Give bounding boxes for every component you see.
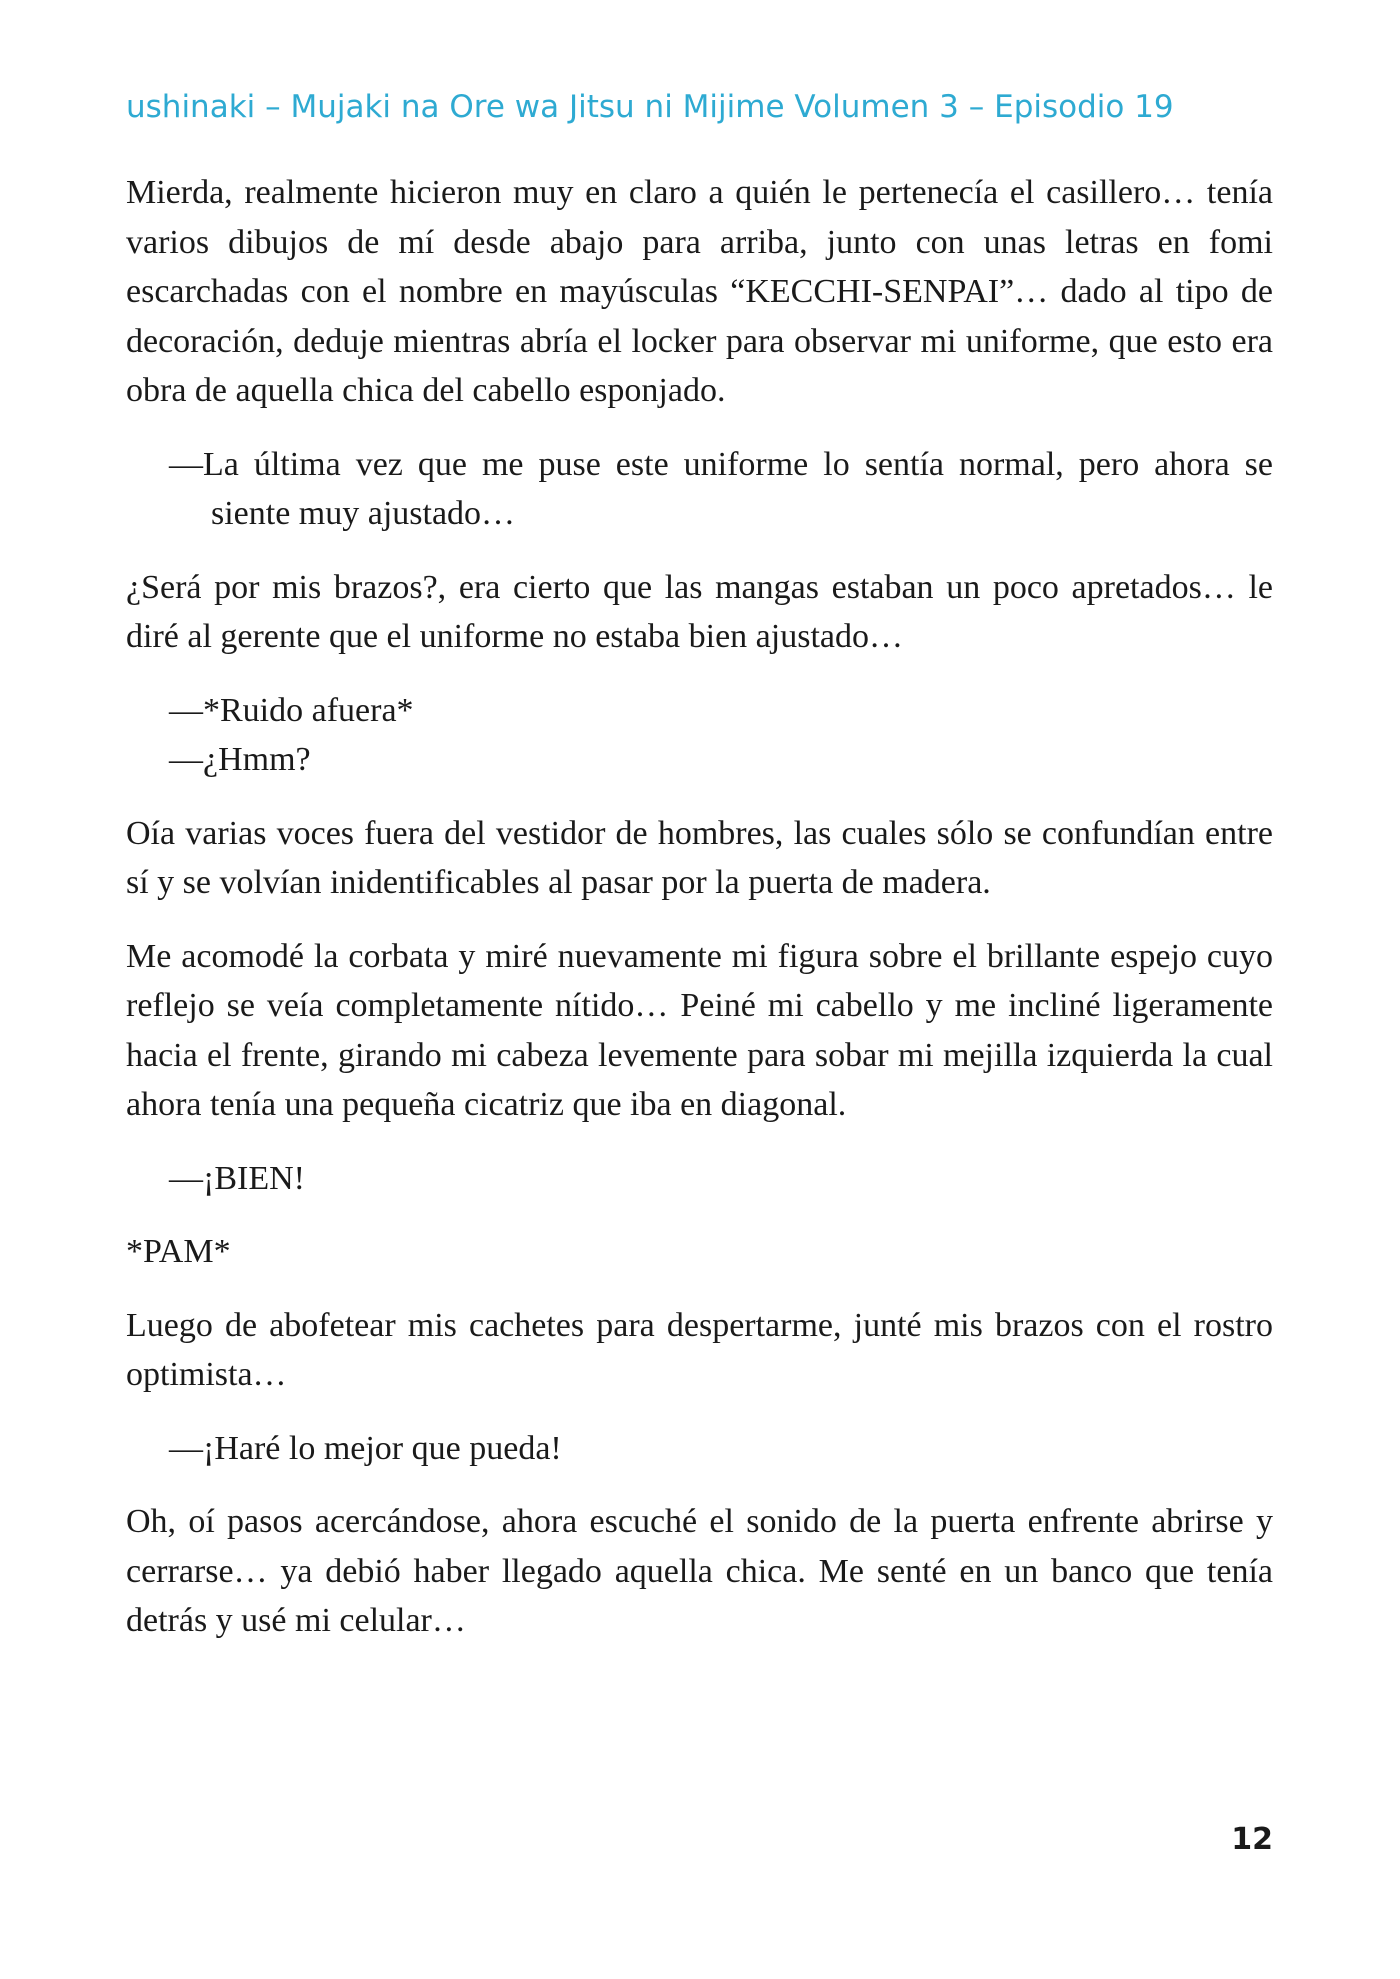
dialogue-3: —¿Hmm? bbox=[169, 741, 311, 778]
dialogue-5: —¡Haré lo mejor que pueda! bbox=[169, 1429, 562, 1467]
paragraph-6: Luego de abofetear mis cachetes para despertarme, junté mis brazos con el rostro optimista… bbox=[126, 1306, 1273, 1393]
page-number: 12 bbox=[1231, 1822, 1273, 1857]
paragraph-2: ¿Será por mis brazos?, era cierto que las mangas estaban un poco apretados… le diré al gerente que el uniforme no estaba bien ajustado… bbox=[126, 568, 1273, 655]
running-header: ushinaki – Mujaki na Ore wa Jitsu ni Mijime Volumen 3 – Episodio 19 bbox=[126, 89, 1174, 125]
body-text bbox=[126, 168, 1273, 1670]
paragraph-4: Me acomodé la corbata y miré nuevamente mi figura sobre el brillante espejo cuyo reflejo se veía completamente nítido… Peiné mi cabello y me incliné ligeramente hacia el frente, girando mi cabeza levemente para sobar mi mejilla izquierda la cual ahora tenía una pequeña cicatriz que iba en diagonal. bbox=[126, 937, 1273, 1123]
dialogue-1: —La última vez que me puse este uniforme lo sentía normal, pero ahora se siente muy ajustado… bbox=[169, 445, 1273, 532]
paragraph-3: Oía varias voces fuera del vestidor de hombres, las cuales sólo se confundían entre sí y se volvían inidentificables al pasar por la puerta de madera. bbox=[126, 814, 1273, 901]
paragraph-1: Mierda, realmente hicieron muy en claro a quién le pertenecía el casillero… tenía varios dibujos de mí desde abajo para arriba, junto con unas letras en fomi escarchadas con el nombre en mayúsculas “KECCHI-SENPAI”… dado al tipo de decoración, deduje mientras abría el locker para observar mi uniforme, que esto era obra de aquella chica del cabello esponjado. bbox=[126, 174, 1273, 409]
paragraph-7: Oh, oí pasos acercándose, ahora escuché el sonido de la puerta enfrente abrirse y cerrarse… ya debió haber llegado aquella chica. Me senté en un banco que tenía detrás y usé mi celular… bbox=[126, 1503, 1273, 1639]
dialogue-2: —*Ruido afuera* bbox=[169, 691, 414, 729]
paragraph-5: *PAM* bbox=[126, 1233, 231, 1270]
dialogue-4: —¡BIEN! bbox=[169, 1159, 305, 1197]
